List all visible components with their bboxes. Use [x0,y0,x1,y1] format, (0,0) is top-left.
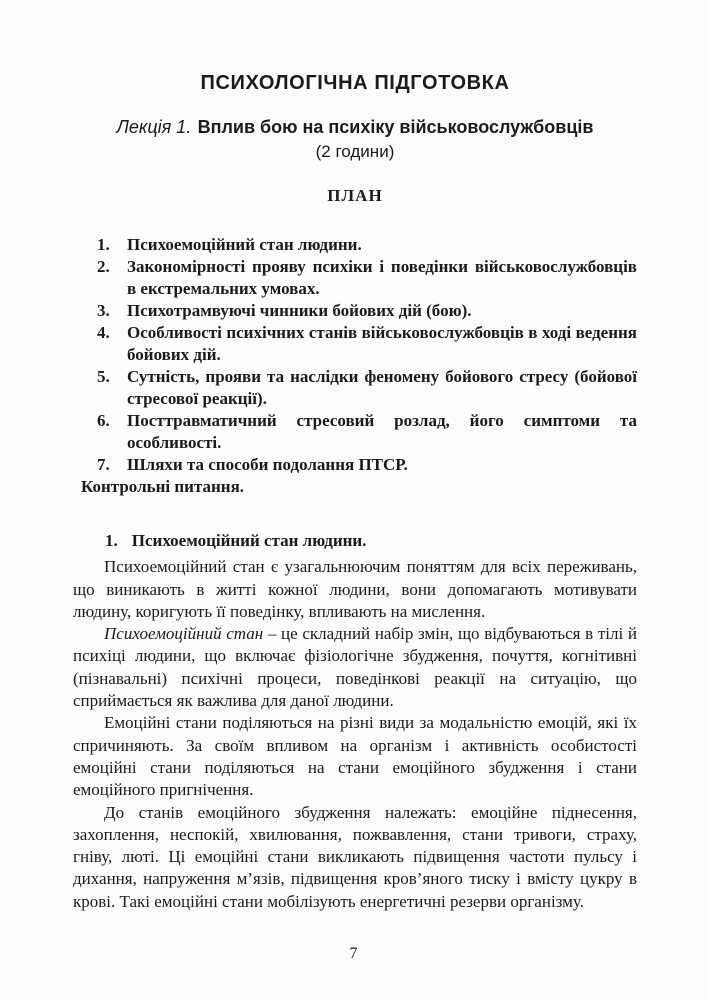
lecture-label: Лекція 1. [116,117,192,137]
paragraph-text: До станів емоційного збудження належать: емоційне піднесення, захоплення, неспокій, хвилювання, пожвавлення, стани тривоги, страху, гніву, люті. Ці емоційні стани викликають підвищення частоти пульсу і дихання, напруження м’язів, підвищення кров’яного тиску і вмісту цукру в крові. Такі емоційні стани мобілізують енергетичні резерви організму. [73,802,637,911]
lecture-title: Вплив бою на психіку військовослужбовців [197,117,594,137]
paragraph-text: – це складний набір змін, що відбуваються в тілі й психіці людини, що включає фізіологічне збудження, почуття, когнітивні (пізнавальні) психічні процеси, поведінкові реакції на ситуацію, що сприймається як важлива для даної людини. [73,624,637,711]
plan-list [73,234,637,498]
lecture-duration: (2 години) [315,142,395,161]
plan-item-2 [73,256,637,300]
paragraph-3 [73,712,637,801]
plan-item-number: 6. [97,411,110,430]
document-title: ПСИХОЛОГІЧНА ПІДГОТОВКА [200,72,510,94]
lecture-heading [73,115,637,139]
paragraph-text: Емоційні стани поділяються на різні види за модальністю емоцій, які їх спричиняють. За своїм впливом на організм і активність особистості емоційні стани поділяються на стани емоційного збудження і стани емоційного пригнічення. [73,713,637,800]
paragraph-text: Психоемоційний стан є узагальнюючим поняттям для всіх переживань, що виникають в житті кожної людини, вони допомагають мотивувати людину, коригують її поведінку, впливають на мислення. [73,557,637,621]
plan-item-text: Шляхи та способи подолання ПТСР. [127,455,408,474]
plan-item-text: Закономірності прояву психіки і поведінки військовослужбовців в екстремальних умовах. [127,257,637,298]
plan-item-text: Посттравматичний стресовий розлад, його симптоми та особливості. [127,411,637,452]
plan-item-text: Психотрамвуючі чинники бойових дій (бою). [127,301,472,320]
paragraph-2 [73,623,637,712]
plan-item-3 [73,300,637,322]
plan-item-number: 5. [97,367,110,386]
plan-item-number: 4. [97,323,110,342]
plan-footer: Контрольні питання. [81,477,245,496]
page-content [73,0,637,913]
page-number: 7 [349,945,358,962]
plan-item-number: 1. [97,235,110,254]
paragraph-lead-term: Психоемоційний стан [104,624,264,644]
section-number: 1. [105,531,118,550]
plan-item-5 [73,366,637,410]
plan-item-text: Особливості психічних станів військовослужбовців в ході ведення бойових дій. [127,323,637,364]
section-heading [73,530,637,552]
paragraph-1 [73,556,637,623]
plan-item-text: Психоемоційний стан людини. [127,235,362,254]
plan-item-1 [73,234,637,256]
paragraph-4 [73,802,637,913]
body-text [73,556,637,913]
plan-item-number: 7. [97,455,110,474]
plan-item-number: 2. [97,257,110,276]
plan-item-6 [73,410,637,454]
plan-item-text: Сутність, прояви та наслідки феномену бойового стресу (бойової стресової реакції). [127,367,637,408]
plan-item-4 [73,322,637,366]
section-title: Психоемоційний стан людини. [131,531,367,550]
plan-heading: ПЛАН [327,186,383,205]
plan-item-number: 3. [97,301,110,320]
plan-item-7 [73,454,637,476]
